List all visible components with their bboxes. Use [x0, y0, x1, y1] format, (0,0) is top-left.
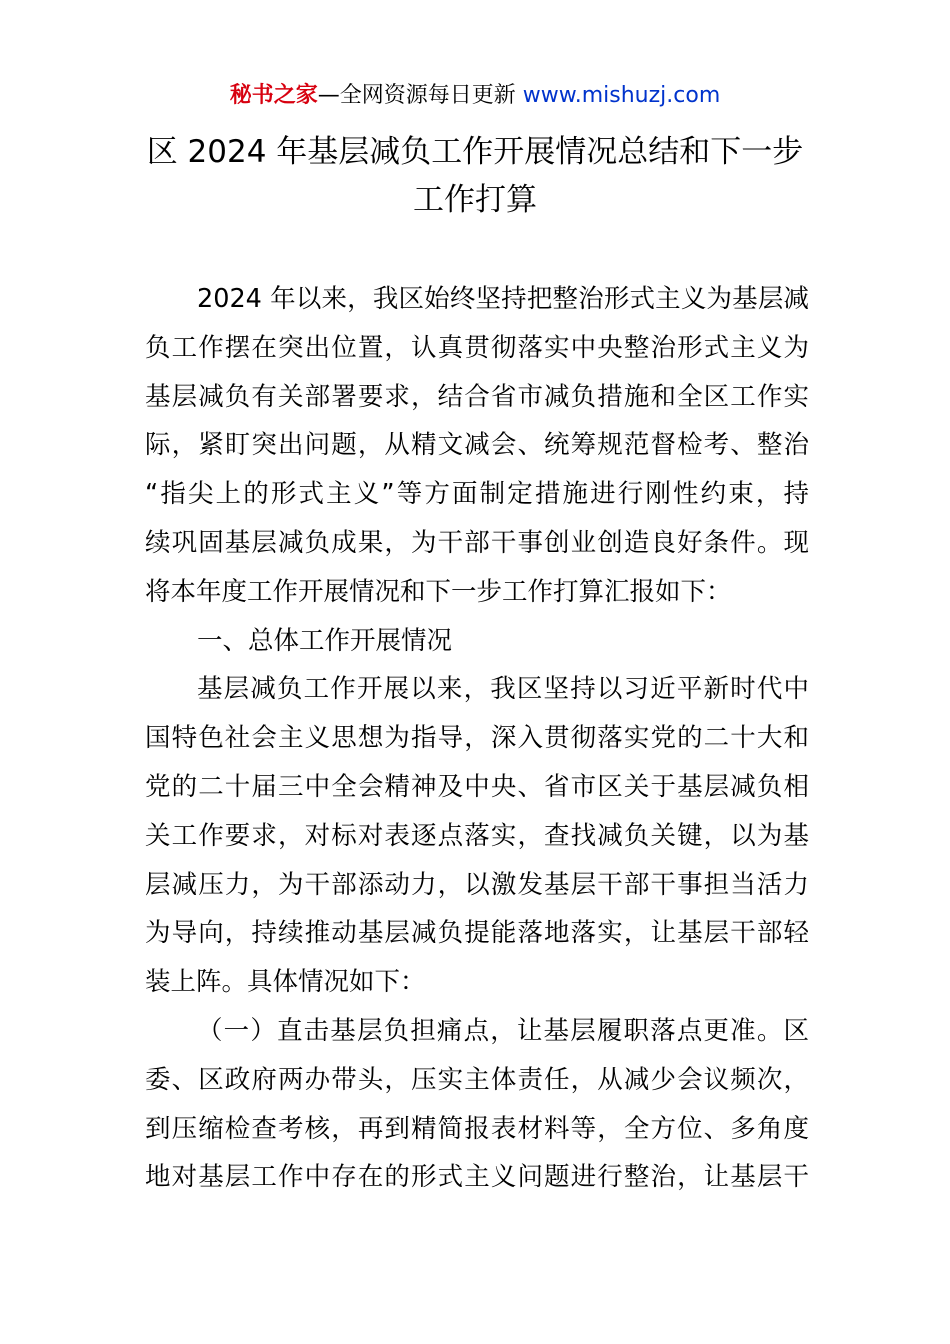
body-line: 2024 年以来，我区始终坚持把整治形式主义为基层减 [197, 284, 809, 314]
body-line: 到压缩检查考核，再到精简报表材料等，全方位、多角度 [145, 1113, 809, 1144]
body-line: 关工作要求，对标对表逐点落实，查找减负关键，以为基 [145, 820, 809, 851]
site-slogan: —全网资源每日更新 [317, 83, 523, 108]
body-line: “指尖上的形式主义”等方面制定措施进行刚性约束，持 [145, 479, 809, 510]
body-line: 基层减负工作开展以来，我区坚持以习近平新时代中 [197, 674, 809, 705]
section-heading: 一、总体工作开展情况 [197, 625, 453, 656]
body-line: 委、区政府两办带头，压实主体责任，从减少会议频次， [145, 1064, 809, 1095]
body-line: 基层减负有关部署要求，结合省市减负措施和全区工作实 [145, 381, 809, 412]
site-header [0, 80, 950, 112]
body-line: 层减压力，为干部添动力，以激发基层干部干事担当活力 [145, 869, 809, 900]
body-line: 为导向，持续推动基层减负提能落地落实，让基层干部轻 [145, 918, 809, 949]
body-line: 地对基层工作中存在的形式主义问题进行整治，让基层干 [145, 1162, 809, 1193]
site-url: www.mishuzj.com [522, 83, 721, 108]
title-line: 区 2024 年基层减负工作开展情况总结和下一步 [146, 134, 804, 170]
body-line: 续巩固基层减负成果，为干部干事创业创造良好条件。现 [145, 527, 809, 558]
site-brand: 秘书之家 [229, 83, 318, 108]
body-line: 装上阵。具体情况如下： [145, 967, 426, 998]
body-line: 党的二十届三中全会精神及中央、省市区关于基层减负相 [145, 771, 809, 802]
document-title [0, 128, 950, 224]
document-body [145, 275, 809, 1202]
subsection-line: （一）直击基层负担痛点，让基层履职落点更准。区 [197, 1015, 809, 1046]
body-line: 将本年度工作开展情况和下一步工作打算汇报如下： [145, 576, 732, 607]
body-line: 际，紧盯突出问题，从精文减会、统筹规范督检考、整治 [145, 430, 809, 461]
body-line: 负工作摆在突出位置，认真贯彻落实中央整治形式主义为 [145, 332, 809, 363]
title-line: 工作打算 [413, 182, 537, 218]
body-line: 国特色社会主义思想为指导，深入贯彻落实党的二十大和 [145, 723, 809, 754]
